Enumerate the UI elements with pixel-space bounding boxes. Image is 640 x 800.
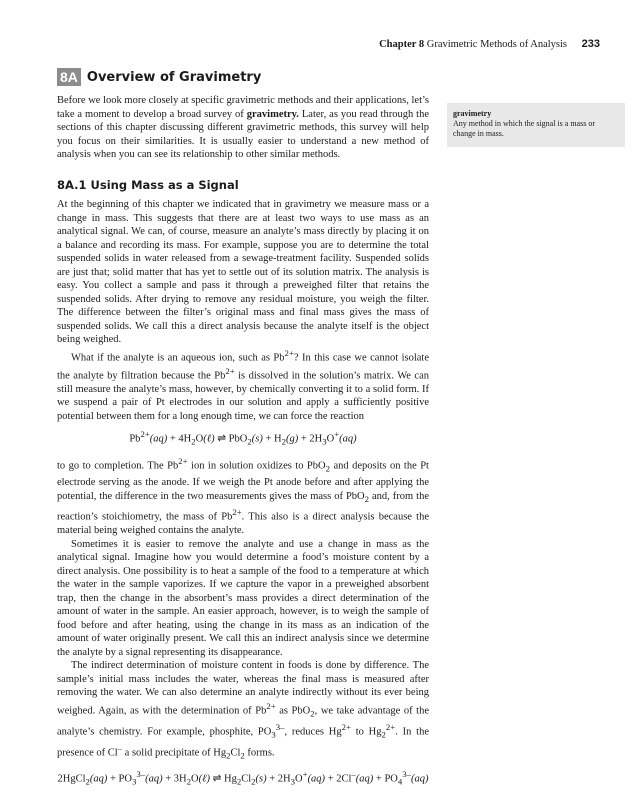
margin-definition: Any method in which the signal is a mass or change in mass. bbox=[453, 119, 595, 138]
subsection-heading bbox=[57, 178, 239, 192]
margin-term: gravimetry bbox=[453, 109, 492, 118]
paragraph-moisture-difference: The indirect determination of moisture content in foods is done by difference. The sample’s initial mass includes the water, whereas the final mass is measured after removing the water. We can also determine an analyte indirectly without its ever being weighed. Again, as with the determination of $Pb^{2+}$ as PbO$_2$, we take advantage of the analyte’s chemistry. For example, phosphite, $PO_3^{3-}$, reduces $Hg^{2+}$ to $Hg_2^{2+}$. In the presence of Cl– a solid precipitate of $Hg_2Cl_2$ forms. bbox=[57, 660, 430, 761]
equation-lead-oxidation: $Pb^{2+}(aq)$ + $4H_2O(\ell)$ ⇌ $PbO_2(s) + H_2(g) + 2H_3O^+(aq)$ bbox=[129, 429, 357, 447]
paragraph-completion: to go to completion. The $Pb^{2+}$ ion in solution oxidizes to PbO$_2$ and deposits on the Pt electrode serving as the anode. If we weigh the Pt anode before and after applying the potential, the difference in the two measurements gives the mass of PbO$_2$ and, from the reaction’s stoichiometry, the mass of $Pb^{2+}$. This also is a direct analysis because the material being weighed contains the analyte. bbox=[57, 456, 429, 537]
body-text bbox=[57, 198, 429, 795]
paragraph-direct-analysis: At the beginning of this chapter we indicated that in gravimetry we measure mass or a change in mass. This suggests that there are at least two ways to use mass as an analytical signal. We can, of course, measure an analyte’s mass directly by placing it on a balance and recording its mass. For example, suppose you are to determine the total suspended solids in water released from a sewage-treatment facility. Suspended solids are just that; solid matter that has yet to settle out of its solution matrix. The analysis is easy. You collect a sample and pass it through a preweighed filter that retains the suspended solids. After drying to remove any residual moisture, you weigh the filter. The difference between the filter’s original mass and final mass gives the mass of suspended solids. We call this a direct analysis because the analyte itself is the object being weighed. bbox=[57, 199, 429, 345]
gravimetry-term: gravimetry. bbox=[246, 108, 299, 120]
chapter-label: Chapter 8 bbox=[379, 39, 425, 50]
page-number: 233 bbox=[581, 38, 600, 50]
section-heading bbox=[57, 68, 261, 86]
intro-text-before: Before we look more closely at specific gravimetric methods and their applications, let’s take a moment to develop a broad survey of bbox=[57, 95, 429, 120]
section-number-badge: 8A bbox=[57, 68, 81, 86]
equation-phosphite-mercury: 2HgCl$_2$(aq) + $PO_3^{3-}(aq)$ + $3H_2O(\ell)$ ⇌ $Hg_2Cl_2(s) + 2H_3O^+(aq) + 2Cl^-(aq) + PO_4^{3-}(aq)$ bbox=[57, 769, 429, 787]
subsection-title: Using Mass as a Signal bbox=[90, 178, 239, 192]
intro-paragraph bbox=[57, 94, 429, 162]
margin-definition-box bbox=[447, 103, 625, 147]
section-title: Overview of Gravimetry bbox=[86, 69, 262, 85]
chapter-title: Gravimetric Methods of Analysis bbox=[426, 39, 568, 50]
intro-text-after: Later, as you read through the sections of this chapter discussing different gravimetric methods, this survey will help you focus on their similarities. It is usually easier to understand a new method of analysis when you can see its relationship to other similar methods. bbox=[57, 108, 429, 160]
paragraph-indirect-analysis: Sometimes it is easier to remove the analyte and use a change in mass as the analytical signal. Imagine how you would determine a food’s moisture content by a direct analysis. One possibility is to heat a sample of the food to a temperature at which the water in the sample vaporizes. If we capture the vapor in a preweighed absorbent trap, then the change in the absorbent’s mass provides a direct determination of the amount of water in the sample. An easier approach, however, is to weigh the sample of food before and after heating, using the change in its mass as an indication of the amount of water originally present. We call this an indirect analysis since we determine the analyte by a signal representing its disappearance. bbox=[57, 538, 429, 658]
running-header bbox=[0, 38, 600, 50]
paragraph-aqueous-ion: What if the analyte is an aqueous ion, such as $Pb^{2+}$? In this case we cannot isolate the analyte by filtration because the $Pb^{2+}$ is dissolved in the solution’s matrix. We can still measure the analyte’s mass, however, by chemically converting it to a solid form. If we suspend a pair of Pt electrodes in our solution and apply a sufficiently positive potential between them for a long enough time, we can force the reaction bbox=[57, 347, 430, 422]
subsection-number: 8A.1 bbox=[57, 178, 87, 192]
